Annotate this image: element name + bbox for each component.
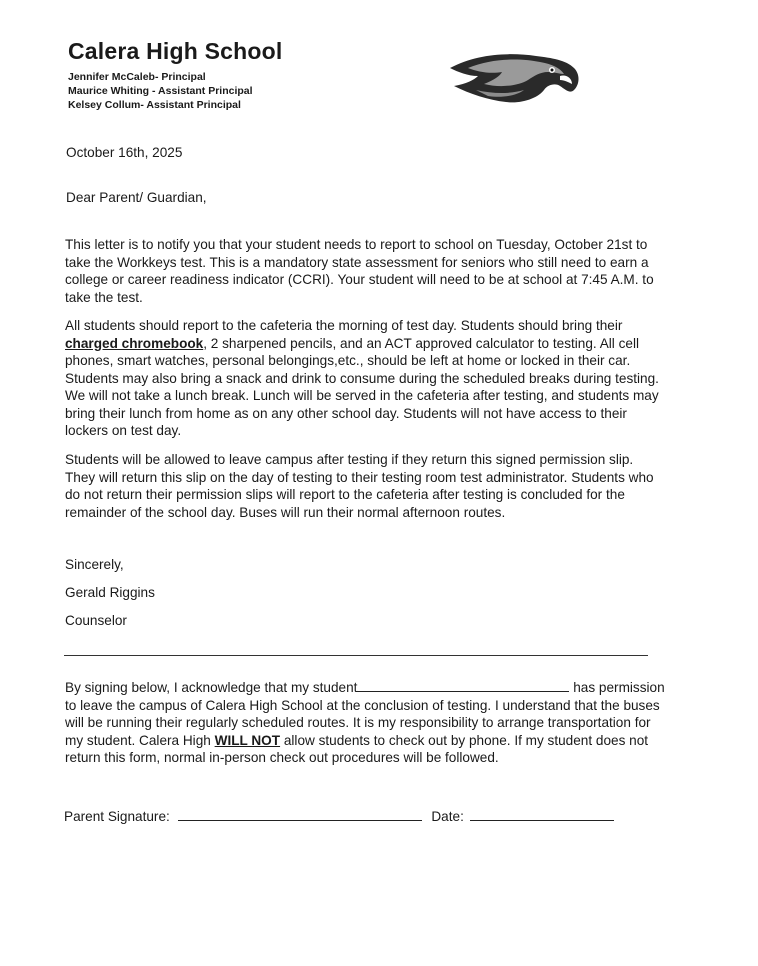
date-label: Date: [431, 809, 464, 824]
will-not-emphasis: WILL NOT [214, 732, 281, 748]
paragraph-test-notice [65, 236, 665, 306]
staff-principal: Jennifer McCaleb- Principal [68, 71, 206, 83]
permission-slip-text [65, 679, 665, 767]
signer-name: Gerald Riggins [65, 585, 155, 600]
supplies-text-start: All students should report to the cafeteria the morning of test day. Students should bring their [65, 318, 623, 333]
paragraph-leave-campus-text: Students will be allowed to leave campus after testing if they return this signed permission slip. They will return this slip on the day of testing to their testing room test administrator. Students who do not return their permission slips will report to the cafeteria after testing is concluded for the remainder of the school day. Buses will run their normal afternoon routes. [65, 452, 654, 520]
slip-text-middle: has permission to leave the campus of Calera High School at the conclusion of testing. I understand that the buses will be running their regularly scheduled routes. It is my responsibility to arrange transportation for my student. Calera High [65, 680, 665, 748]
slip-text-start: By signing below, I acknowledge that my student [65, 680, 358, 695]
school-name: Calera High School [68, 38, 283, 64]
supplies-text-end: , 2 sharpened pencils, and an ACT approved calculator to testing. All cell phones, smart watches, personal belongings,etc., should be left at home or locked in their car. Students may also bring a snack and drink to consume during the scheduled breaks during testing. We will not take a lunch break. Lunch will be served in the cafeteria after testing, and students may bring their lunch from home as on any other school day. Students will not have access to their lockers on test day. [65, 335, 659, 438]
staff-assistant-principal-1: Maurice Whiting - Assistant Principal [68, 85, 253, 97]
staff-assistant-principal-2: Kelsey Collum- Assistant Principal [68, 99, 241, 111]
parent-signature-row [64, 808, 614, 824]
paragraph-leave-campus [65, 451, 665, 521]
date-blank[interactable] [470, 808, 614, 821]
charged-chromebook-emphasis: charged chromebook [65, 335, 204, 351]
letter-date: October 16th, 2025 [66, 145, 183, 160]
paragraph-supplies [65, 317, 665, 440]
eagle-head-icon [448, 50, 582, 106]
slip-text-end: allow students to check out by phone. If my student does not return this form, normal in-person check out procedures will be followed. [65, 732, 649, 765]
closing: Sincerely, [65, 557, 124, 572]
parent-signature-label: Parent Signature: [64, 809, 170, 824]
student-name-blank[interactable] [357, 679, 569, 692]
paragraph-test-notice-text: This letter is to notify you that your student needs to report to school on Tuesday, October 21st to take the Workkeys test. This is a mandatory state assessment for seniors who still need to earn a college or career readiness indicator (CCRI). Your student will need to be at school at 7:45 A.M. to take the test. [65, 237, 654, 305]
divider-line [64, 655, 648, 656]
parent-signature-blank[interactable] [178, 808, 422, 821]
signer-title: Counselor [65, 613, 127, 628]
salutation: Dear Parent/ Guardian, [66, 190, 207, 205]
